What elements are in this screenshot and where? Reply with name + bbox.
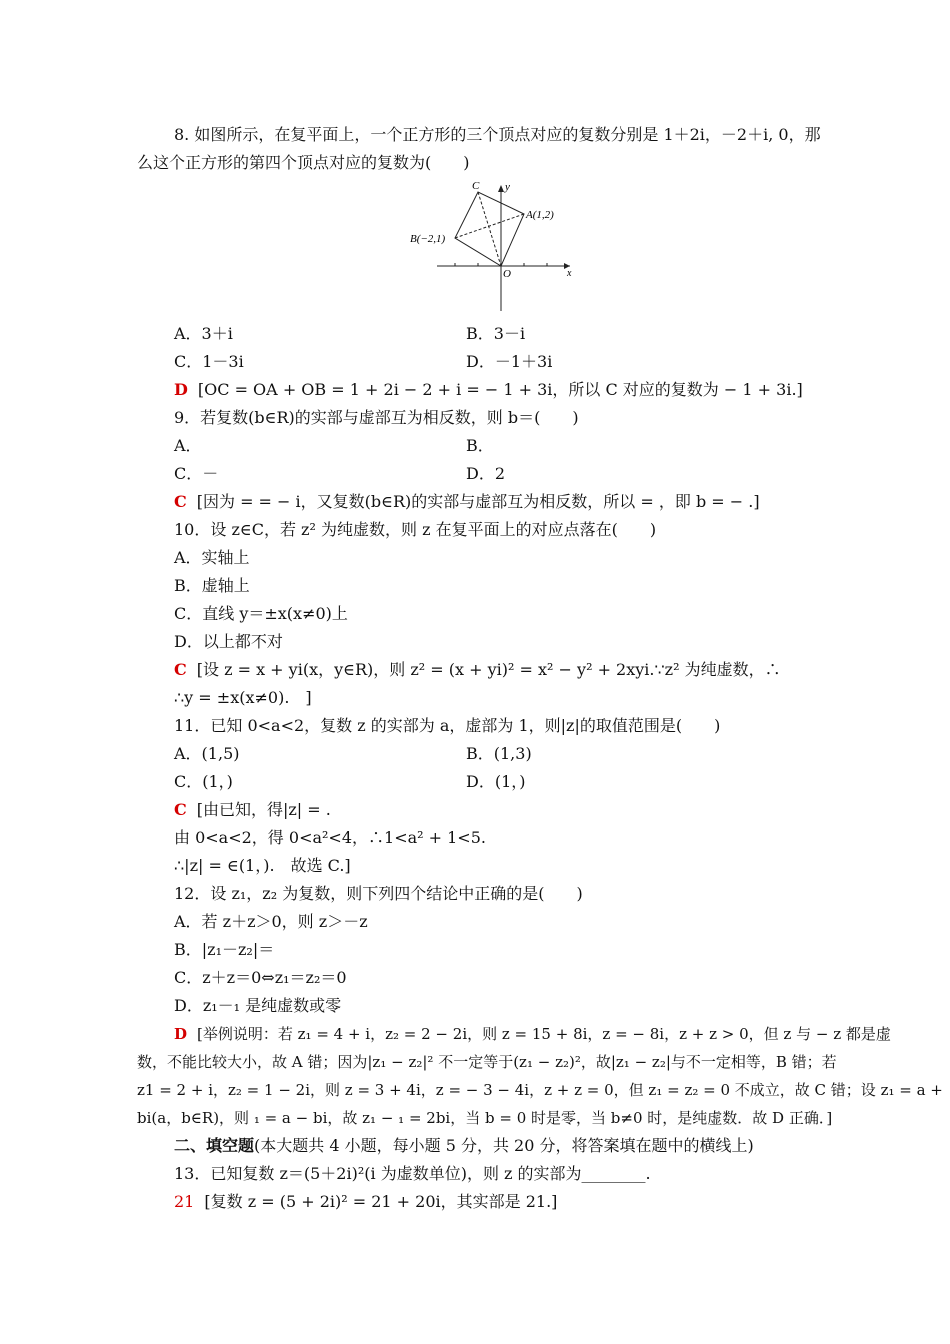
section-heading	[174, 1136, 754, 1156]
q9-stem: 9．若复数(b∈R)的实部与虚部互为相反数，则 b＝( )	[174, 408, 579, 427]
q9-option-c: C．－	[174, 464, 219, 483]
q10-option-b: B．虚轴上	[174, 576, 250, 595]
q11-explanation-2: 由 0<a<2，得 0<a²<4，∴1<a² + 1<5.	[174, 828, 486, 847]
q12-option-c: C．z＋z＝0⇔z₁＝z₂＝0	[174, 968, 347, 987]
q11-explanation-3: ∴|z| = ∈(1，). 故选 C.]	[174, 856, 351, 875]
q8-answer-line	[174, 380, 803, 400]
q12-answer: D	[174, 1025, 188, 1043]
q13-explanation: [复数 z = (5 + 2i)² = 21 + 20i，其实部是 21.]	[204, 1192, 558, 1211]
q10-option-c: C．直线 y＝±x(x≠0)上	[174, 604, 348, 623]
q9-option-a: A．	[174, 436, 202, 455]
q10-explanation-1: [设 z = x + yi(x，y∈R)，则 z² = (x + yi)² = x² − y² + 2xyi.∵z² 为纯虚数，∴	[196, 660, 781, 679]
q11-option-a: A．(1,5)	[174, 744, 240, 763]
q11-stem: 11．已知 0<a<2，复数 z 的实部为 a，虚部为 1，则|z|的取值范围是( )	[174, 716, 721, 735]
q8-stem-line2: 么这个正方形的第四个顶点对应的复数为( )	[137, 153, 470, 172]
q11-option-c: C．(1，)	[174, 772, 233, 791]
q11-explanation-1: [由已知，得|z| = .	[196, 800, 331, 819]
q11-answer-line	[174, 800, 331, 820]
q12-explanation-1: [举例说明：若 z₁ = 4 + i，z₂ = 2 − 2i，则 z = 15 + 8i，z = − 8i，z + z > 0，但 z 与 − z 都是虚	[197, 1025, 891, 1043]
q9-explanation: [因为 = = − i，又复数(b∈R)的实部与虚部互为相反数，所以 = ，即 b = − .]	[196, 492, 760, 511]
q11-answer: C	[174, 800, 187, 819]
q13-answer: 21	[174, 1192, 195, 1211]
q12-explanation-3: z1 = 2 + i，z₂ = 1 − 2i，则 z = 3 + 4i，z = − 3 − 4i，z + z = 0，但 z₁ = z₂ = 0 不成立，故 C 错；设 z₁ = a +	[137, 1081, 943, 1099]
label-a: A(1,2)	[526, 209, 554, 221]
q13-answer-line	[174, 1192, 557, 1212]
q9-answer-line	[174, 492, 760, 512]
q10-option-a: A．实轴上	[174, 548, 250, 567]
square	[455, 192, 524, 266]
label-x: x	[567, 268, 572, 279]
q10-answer: C	[174, 660, 187, 679]
q12-option-d: D．z₁－₁ 是纯虚数或零	[174, 996, 342, 1015]
label-o: O	[503, 268, 511, 280]
q10-stem: 10．设 z∈C，若 z² 为纯虚数，则 z 在复平面上的对应点落在( )	[174, 520, 657, 539]
complex-plane-figure	[405, 176, 585, 316]
q13-stem: 13．已知复数 z＝(5＋2i)²(i 为虚数单位)，则 z 的实部为________.	[174, 1164, 651, 1183]
q8-explanation: [OC = OA + OB = 1 + 2i − 2 + i = − 1 + 3i，所以 C 对应的复数为 − 1 + 3i.]	[197, 380, 803, 399]
label-y: y	[505, 181, 510, 193]
q8-answer: D	[174, 380, 188, 399]
q12-explanation-2: 数，不能比较大小，故 A 错；因为|z₁ − z₂|² 不一定等于(z₁ − z₂)²，故|z₁ − z₂|与不一定相等，B 错；若	[137, 1053, 837, 1071]
q8-option-d: D．－1＋3i	[466, 352, 553, 371]
q9-option-b: B．	[466, 436, 494, 455]
q9-option-d: D．2	[466, 464, 506, 483]
q8-option-b: B．3－i	[466, 324, 526, 343]
q10-answer-line	[174, 660, 781, 680]
q12-stem: 12．设 z₁，z₂ 为复数，则下列四个结论中正确的是( )	[174, 884, 583, 903]
q12-option-b: B．|z₁－z₂|＝	[174, 940, 275, 959]
q8-option-c: C．1－3i	[174, 352, 244, 371]
label-b: B(−2,1)	[410, 233, 446, 245]
q10-explanation-2: ∴y = ±x(x≠0). ]	[174, 688, 312, 707]
q8-option-a: A．3＋i	[174, 324, 233, 343]
q12-option-a: A．若 z＋z＞0，则 z＞－z	[174, 912, 368, 931]
q12-explanation-4: bi(a，b∈R)，则 ₁ = a − bi，故 z₁ − ₁ = 2bi，当 b = 0 时是零，当 b≠0 时，是纯虚数．故 D 正确．]	[137, 1109, 833, 1127]
q9-answer: C	[174, 492, 187, 511]
q12-answer-line	[174, 1024, 891, 1044]
q11-option-b: B．(1,3)	[466, 744, 532, 763]
q8-stem-line1: 8. 如图所示，在复平面上，一个正方形的三个顶点对应的复数分别是 1＋2i，－2＋i, 0，那	[174, 125, 821, 144]
label-c: C	[472, 180, 480, 192]
y-axis-arrow	[498, 185, 504, 192]
section-description: (本大题共 4 小题，每小题 5 分，共 20 分，将答案填在题中的横线上)	[254, 1136, 754, 1155]
q11-option-d: D．(1，)	[466, 772, 526, 791]
q10-option-d: D．以上都不对	[174, 632, 283, 651]
section-title: 二、填空题	[174, 1136, 255, 1155]
